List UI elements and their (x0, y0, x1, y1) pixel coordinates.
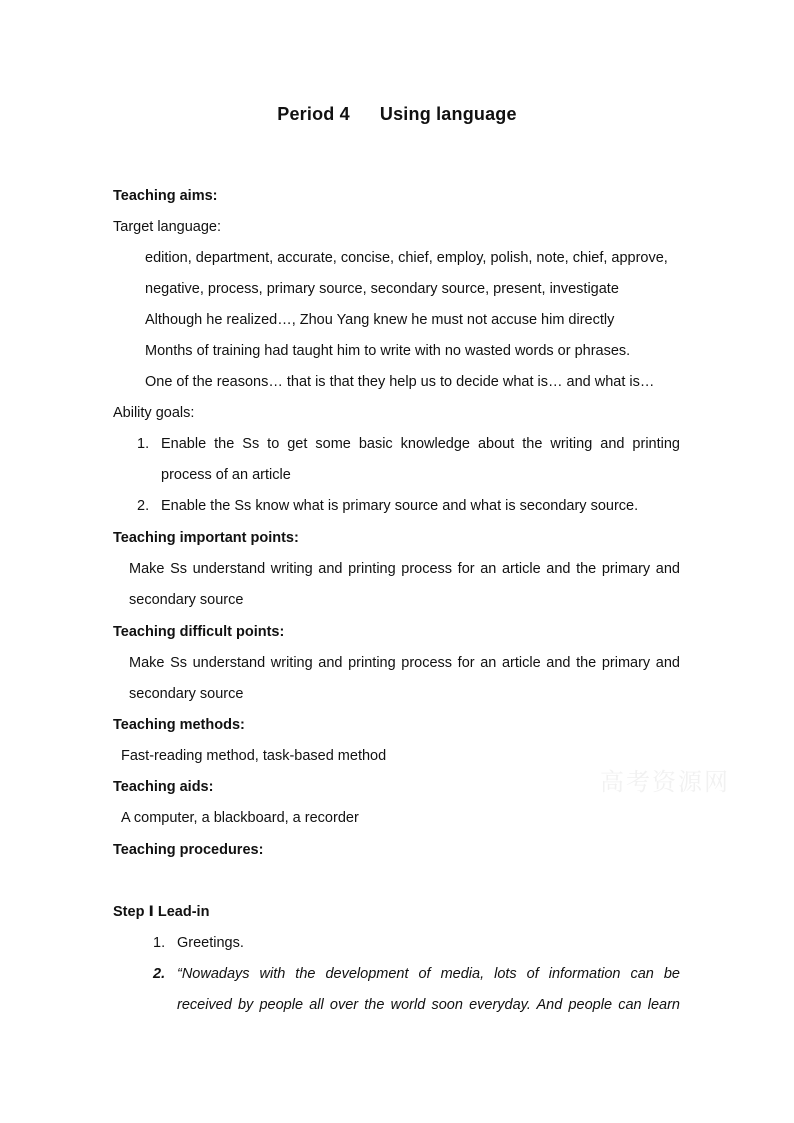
difficult-text-line: secondary source (129, 686, 244, 702)
section-heading-procedures: Teaching procedures: (113, 842, 264, 858)
important-text-line: secondary source (129, 592, 244, 608)
watermark: 高考资源网 (600, 768, 730, 796)
list-number: 2. (153, 966, 166, 982)
ability-item-line: process of an article (161, 467, 291, 483)
step-item-text: Greetings. (177, 935, 244, 951)
ability-item-line: Enable the Ss to get some basic knowledge about the writing and printing (161, 436, 680, 452)
step-heading: Step Ⅰ Lead-in (113, 904, 210, 920)
section-heading-important: Teaching important points: (113, 530, 299, 546)
list-number: 1. (137, 436, 150, 452)
section-heading-difficult: Teaching difficult points: (113, 624, 285, 640)
important-text-line: Make Ss understand writing and printing process for an article and the primary and (129, 561, 680, 577)
target-line: One of the reasons… that is that they help us to decide what is… and what is… (145, 374, 655, 390)
section-heading-methods: Teaching methods: (113, 717, 245, 733)
ability-goals-label: Ability goals: (113, 405, 195, 421)
aids-text: A computer, a blackboard, a recorder (121, 810, 359, 826)
target-line: negative, process, primary source, secondary source, present, investigate (145, 281, 619, 297)
section-heading-aids: Teaching aids: (113, 779, 214, 795)
target-line: Months of training had taught him to write with no wasted words or phrases. (145, 343, 631, 359)
methods-text: Fast-reading method, task-based method (121, 748, 387, 764)
page-title (0, 104, 794, 125)
title-period: Period 4 (277, 104, 350, 124)
title-topic: Using language (379, 104, 517, 124)
target-line: edition, department, accurate, concise, chief, employ, polish, note, chief, approve, (145, 250, 668, 266)
ability-item-line: Enable the Ss know what is primary source and what is secondary source. (161, 498, 639, 514)
step-item-line: received by people all over the world soon everyday. And people can learn (177, 997, 680, 1013)
list-number: 2. (137, 498, 150, 514)
difficult-text-line: Make Ss understand writing and printing process for an article and the primary and (129, 655, 680, 671)
target-language-label: Target language: (113, 219, 222, 235)
step-item-line: “Nowadays with the development of media, lots of information can be (177, 966, 680, 982)
target-line: Although he realized…, Zhou Yang knew he must not accuse him directly (145, 312, 615, 328)
section-heading-aims: Teaching aims: (113, 188, 218, 204)
list-number: 1. (153, 935, 166, 951)
